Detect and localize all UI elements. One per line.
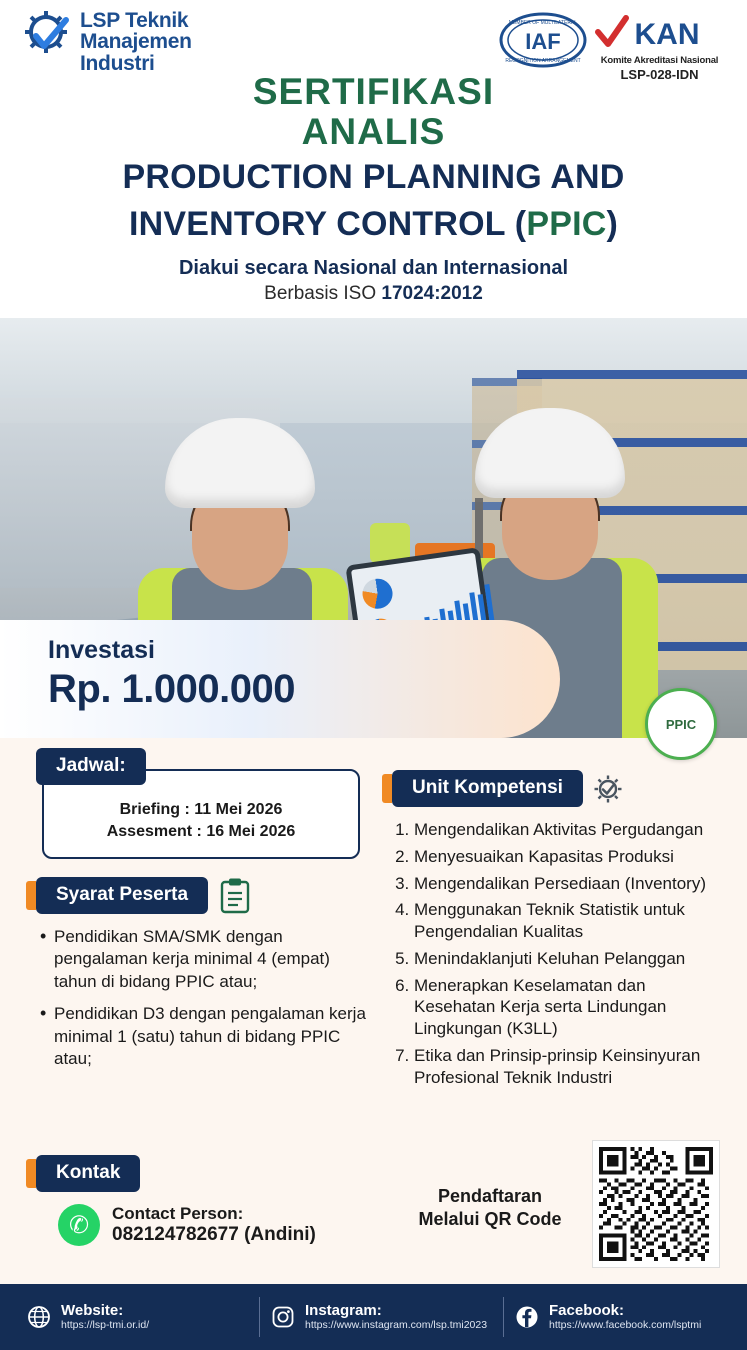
gear-check-logo-icon: [22, 8, 74, 60]
title-line-3: PRODUCTION PLANNING AND: [122, 158, 625, 197]
syarat-tag-label: Syarat Peserta: [56, 884, 189, 905]
title-ppic: PPIC: [526, 204, 607, 243]
qr-code-wrapper[interactable]: [592, 1140, 720, 1268]
footer-label: Facebook:: [549, 1302, 625, 1320]
investasi-amount: Rp. 1.000.000: [48, 667, 295, 711]
qr-code[interactable]: [592, 1140, 720, 1268]
syarat-header: [36, 877, 366, 914]
unit-kompetensi-list: [392, 819, 722, 1088]
list-item: 2. Menyesuaikan Kapasitas Produksi: [414, 846, 722, 868]
unit-kompetensi-tag: [392, 770, 583, 807]
poster-header: [0, 0, 747, 318]
logo-line-3: Industri: [80, 51, 155, 75]
left-column: [36, 748, 366, 1081]
lsp-logo: [22, 8, 192, 74]
globe-icon: [26, 1304, 52, 1330]
title-line-4-suffix: ): [606, 204, 619, 243]
subtitle-iso-prefix: Berbasis ISO: [264, 282, 382, 304]
iaf-logo: [499, 12, 587, 73]
title-line-1: SERTIFIKASI: [252, 71, 495, 112]
list-item: 6. Menerapkan Keselamatan dan Kesehatan Kerja serta Lindungan Lingkungan (K3LL): [414, 975, 722, 1040]
registration-text: [400, 1185, 580, 1232]
contact-person-number: 082124782677 (Andini): [112, 1224, 316, 1245]
footer-item-website[interactable]: [0, 1302, 259, 1332]
footer-url[interactable]: https://lsp-tmi.or.id/: [61, 1319, 150, 1332]
whatsapp-contact-row[interactable]: [36, 1204, 376, 1246]
footer-label: Website:: [61, 1302, 124, 1320]
svg-text:MEMBER OF MULTILATERAL: MEMBER OF MULTILATERAL: [508, 20, 578, 26]
instagram-icon: [270, 1304, 296, 1330]
facebook-icon: [514, 1304, 540, 1330]
syarat-list: [36, 926, 366, 1071]
title-line-4-prefix: INVENTORY CONTROL (: [128, 204, 527, 243]
poster-title-block: [0, 72, 747, 305]
lsp-logo-text: [80, 8, 192, 74]
investasi-label: Investasi: [48, 636, 156, 664]
ppic-badge-label: PPIC: [665, 716, 697, 732]
tablet-donut-chart: [361, 577, 395, 611]
subtitle-iso-standard: 17024:2012: [381, 282, 483, 304]
registration-line-2: Melalui QR Code: [418, 1209, 562, 1230]
footer-website-text: [61, 1302, 149, 1332]
clipboard-icon: [220, 878, 250, 914]
unit-kompetensi-tag-label: Unit Kompetensi: [412, 777, 563, 798]
list-item: 7. Etika dan Prinsip-prinsip Keinsinyuran Profesional Teknik Industri: [414, 1045, 722, 1089]
list-item: 4. Menggunakan Teknik Statistik untuk Pengendalian Kualitas: [414, 899, 722, 943]
gear-check-icon: [593, 774, 623, 804]
subtitle-accreditation: Diakui secara Nasional dan Internasional: [178, 256, 569, 279]
footer-label: Instagram:: [305, 1302, 382, 1320]
qr-code-image: [599, 1147, 713, 1261]
list-item: 3. Mengendalikan Persediaan (Inventory): [414, 873, 722, 895]
unit-kompetensi-header: [392, 770, 722, 807]
contact-text: [112, 1204, 316, 1246]
ppic-recycle-badge: [645, 688, 717, 760]
title-line-2: ANALIS: [301, 110, 446, 152]
footer-item-facebook[interactable]: [504, 1302, 747, 1332]
registration-line-1: Pendaftaran: [437, 1186, 543, 1206]
jadwal-line-briefing: Briefing : 11 Mei 2026: [119, 801, 283, 818]
footer-url[interactable]: https://www.facebook.com/lsptmi: [549, 1319, 702, 1332]
safety-helmet-icon: [165, 418, 315, 508]
investasi-banner: [0, 620, 560, 738]
footer-notch: [683, 1330, 723, 1350]
subtitle-iso: [0, 283, 747, 305]
syarat-tag: [36, 877, 208, 914]
list-item: • Pendidikan SMA/SMK dengan pengalaman kerja minimal 4 (empat) tahun di bidang PPIC atau;: [40, 926, 366, 993]
kontak-tag-label: Kontak: [56, 1162, 121, 1183]
logo-line-2: Manajemen: [80, 30, 192, 54]
poster-footer: [0, 1284, 747, 1350]
kan-subtitle: Komite Akreditasi Nasional: [600, 55, 719, 66]
jadwal-tag: [36, 748, 146, 785]
jadwal-tag-label: Jadwal:: [56, 755, 126, 776]
list-item: • Pendidikan D3 dengan pengalaman kerja minimal 1 (satu) tahun di bidang PPIC atau;: [40, 1003, 366, 1070]
svg-text:KAN: KAN: [634, 18, 700, 50]
jadwal-line-assesment: Assesment : 16 Mei 2026: [106, 823, 296, 840]
footer-facebook-text: [549, 1302, 701, 1332]
list-item: 1. Mengendalikan Aktivitas Pergudangan: [414, 819, 722, 841]
footer-instagram-text: [305, 1302, 487, 1332]
footer-url[interactable]: https://www.instagram.com/lsp.tmi2023: [305, 1319, 488, 1332]
safety-helmet-icon: [475, 408, 625, 498]
footer-item-instagram[interactable]: [260, 1302, 503, 1332]
title-line-4: [0, 204, 747, 245]
svg-text:RECOGNITION ARRANGEMENT: RECOGNITION ARRANGEMENT: [505, 58, 581, 64]
whatsapp-icon[interactable]: ✆: [58, 1204, 100, 1246]
contact-person-label: Contact Person:: [112, 1204, 244, 1223]
kontak-section: [36, 1155, 376, 1246]
list-item: 5. Menindaklanjuti Keluhan Pelanggan: [414, 948, 722, 970]
kan-code: LSP-028-IDN: [620, 67, 699, 82]
svg-text:IAF: IAF: [525, 29, 561, 54]
kontak-tag: [36, 1155, 140, 1192]
right-column: [392, 770, 722, 1093]
logo-line-1: LSP Teknik: [80, 9, 189, 32]
